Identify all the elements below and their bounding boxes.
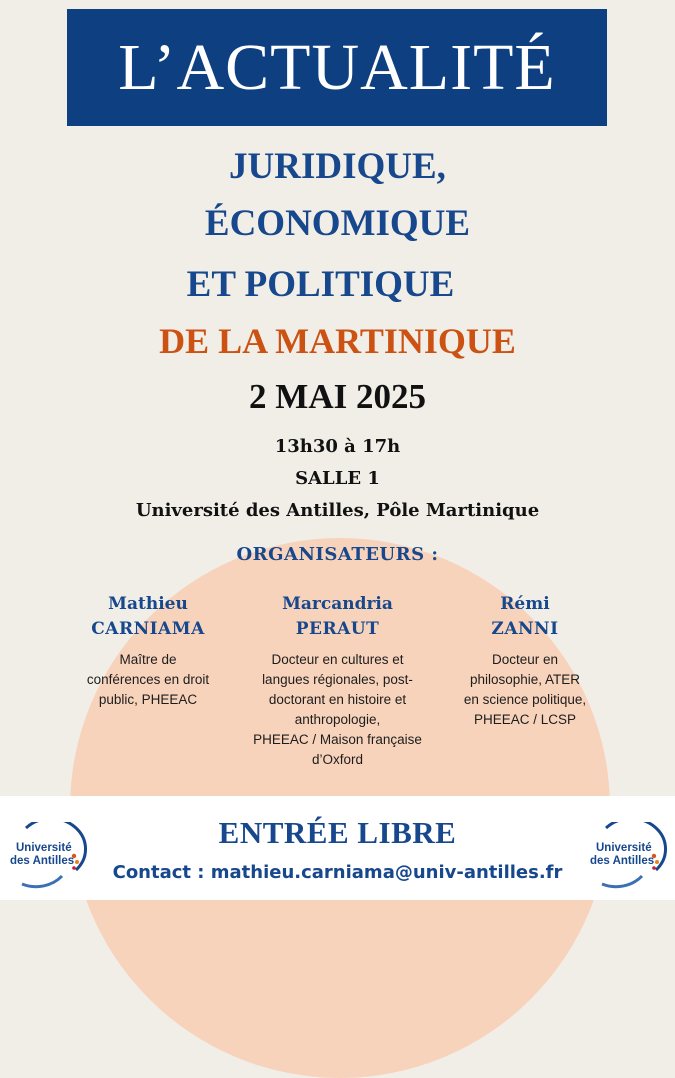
event-date: 2 MAI 2025 [249, 377, 426, 416]
page-title: L’ACTUALITÉ [118, 30, 556, 104]
organizer-description: Docteur en philosophie, ATER en science politique, PHEEAC / LCSP [463, 652, 587, 727]
title-banner [67, 9, 607, 126]
logo-line-2: des Antilles [10, 855, 75, 867]
organizer-description: Docteur en cultures et langues régionales, post- doctorant en histoire et anthropologie, PHEEAC / Maison française d’Oxford [253, 652, 422, 767]
event-room: SALLE 1 [295, 468, 380, 489]
contact-email[interactable]: Contact : mathieu.carniama@univ-antilles.fr [112, 862, 563, 883]
event-time: 13h30 à 17h [274, 436, 401, 457]
subtitle-line-4: DE LA MARTINIQUE [159, 321, 516, 361]
event-place: Université des Antilles, Pôle Martinique [135, 500, 540, 521]
subtitle-line-1: JURIDIQUE, [229, 146, 446, 187]
organizer-last-name: CARNIAMA [91, 619, 205, 639]
organizer-description: Maître de conférences en droit public, PHEEAC [86, 652, 210, 707]
organizer-peraut [240, 592, 435, 770]
organizer-zanni [445, 592, 605, 730]
logo-line-2: des Antilles [590, 855, 655, 867]
organizers-heading: ORGANISATEURS : [236, 544, 439, 565]
organizer-last-name: ZANNI [491, 619, 559, 639]
subtitle-line-2: ÉCONOMIQUE [204, 203, 471, 244]
logo-line-1: Université [16, 842, 72, 854]
organizer-carniama [68, 592, 228, 710]
organizer-first-name: Mathieu [108, 594, 188, 614]
organizer-first-name: Rémi [500, 594, 550, 614]
free-entry-label: ENTRÉE LIBRE [218, 815, 457, 850]
logo-line-1: Université [596, 842, 652, 854]
organizer-last-name: PERAUT [295, 619, 380, 639]
organizer-first-name: Marcandria [282, 594, 393, 614]
subtitle-line-3: ET POLITIQUE [186, 264, 455, 305]
